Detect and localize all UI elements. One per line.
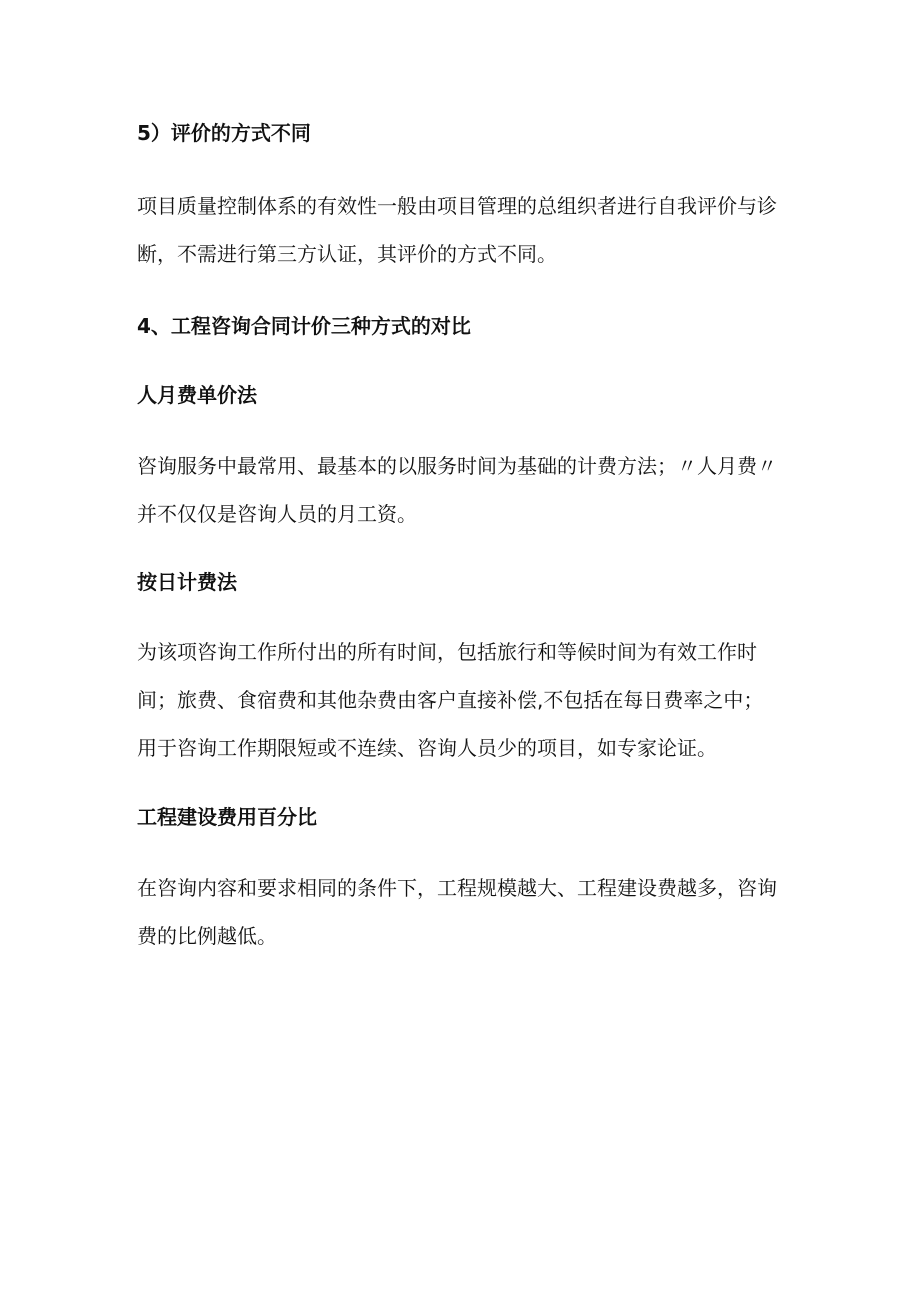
percentage-paragraph bbox=[137, 864, 787, 960]
paragraph-line: 为该项咨询工作所付出的所有时间，包括旅行和等候时间为有效工作时 bbox=[137, 640, 757, 664]
paragraph-line: 咨询服务中最常用、最基本的以服务时间为基础的计费方法；〃人月费〃 bbox=[137, 454, 777, 478]
paragraph-line: 间；旅费、食宿费和其他杂费由客户直接补偿,不包括在每日费率之中； bbox=[137, 688, 764, 712]
paragraph-line: 在咨询内容和要求相同的条件下，工程规模越大、工程建设费越多，咨询 bbox=[137, 876, 777, 900]
monthly-rate-heading: 人月费单价法 bbox=[137, 383, 257, 407]
paragraph-line: 项目质量控制体系的有效性一般由项目管理的总组织者进行自我评价与诊 bbox=[137, 194, 777, 218]
percentage-heading: 工程建设费用百分比 bbox=[137, 805, 317, 829]
monthly-rate-paragraph bbox=[137, 442, 787, 538]
paragraph-line: 用于咨询工作期限短或不连续、咨询人员少的项目，如专家论证。 bbox=[137, 736, 717, 760]
section-5-heading: 5）评价的方式不同 bbox=[137, 121, 311, 145]
paragraph-line: 断，不需进行第三方认证，其评价的方式不同。 bbox=[137, 242, 557, 266]
section-5-paragraph bbox=[137, 182, 787, 278]
section-4-heading: 4、工程咨询合同计价三种方式的对比 bbox=[137, 314, 471, 338]
daily-rate-paragraph bbox=[137, 628, 787, 772]
daily-rate-heading: 按日计费法 bbox=[137, 570, 237, 594]
paragraph-line: 并不仅仅是咨询人员的月工资。 bbox=[137, 502, 417, 526]
paragraph-line: 费的比例越低。 bbox=[137, 924, 277, 948]
